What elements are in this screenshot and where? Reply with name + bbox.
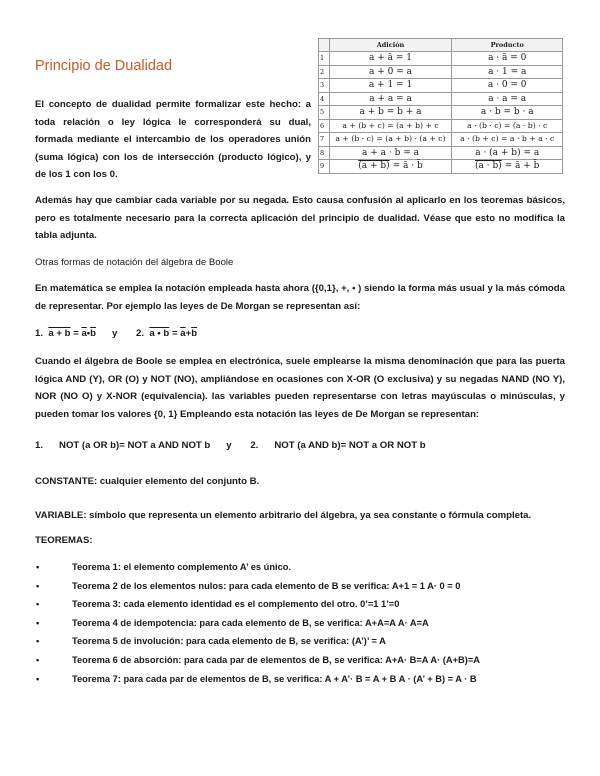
equals: = xyxy=(171,328,178,339)
product-cell: a · b = b · a xyxy=(452,106,563,120)
teoremas-list xyxy=(36,558,576,688)
not-laws xyxy=(35,437,426,455)
table-row xyxy=(319,133,563,147)
de-morgan-laws xyxy=(35,325,197,343)
row-number: 8 xyxy=(319,146,330,160)
intro-line: El concepto de dualidad permite formalizar este hecho: a xyxy=(35,99,311,110)
table-row xyxy=(319,65,563,79)
section-title: Principio de Dualidad xyxy=(35,58,173,74)
equals: = xyxy=(73,328,79,339)
negated-var: b̄ xyxy=(533,161,540,172)
intro-paragraph xyxy=(35,96,311,184)
duality-table xyxy=(318,38,563,174)
electronics-paragraph: Cuando el álgebra de Boole se emplea en electrónica, suele emplearse la misma denominación que para las puerta lógica AND (Y), OR (O) y NOT (NO), ampliándose en ocasiones con X-OR (O exclusiva) y su negadas NAND (NO Y), NOR (NO O) y X-NOR (equivalencia). las variables pueden representarse con letras mayúsculas o minúsculas, y pueden tomar los valores {0, 1} Empleando esta notación las leyes de De Morgan se representan: xyxy=(35,356,565,420)
list-item: • Teorema 7: para cada par de elementos de B, se verifica: A + A’· B = A + B A · (A’ + B) = A · B xyxy=(36,670,576,689)
addition-cell: a + a = a xyxy=(329,92,452,106)
constante-definition: CONSTANTE: cualquier elemento del conjunto B. xyxy=(35,476,260,487)
negated-group: (a · b) xyxy=(475,161,502,172)
negated-var: ā xyxy=(515,161,521,172)
row-number: 1 xyxy=(319,52,330,66)
list-item: • Teorema 5 de involución: para cada elemento de B, se verifica: (A’)’ = A xyxy=(36,632,576,651)
table-row xyxy=(319,106,563,120)
addition-cell: a + 0 = a xyxy=(329,65,452,79)
table-corner xyxy=(319,39,330,52)
row-number: 7 xyxy=(319,133,330,147)
product-cell: a · (b + c) = a · b + a · c xyxy=(452,133,563,147)
addition-cell: a + (b · c) = (a + b) · (a + c) xyxy=(329,133,452,147)
product-cell: a · (b · c) = (a · b) · c xyxy=(452,119,563,133)
row-number: 4 xyxy=(319,92,330,106)
list-item: • Teorema 3: cada elemento identidad es el complemento del otro. 0’=1 1’=0 xyxy=(36,595,576,614)
law-number: 1. xyxy=(35,440,44,451)
product-cell: a · 1 = a xyxy=(452,65,563,79)
law-number: 2. xyxy=(136,328,145,339)
table-row xyxy=(319,119,563,133)
header-producto: Producto xyxy=(452,39,563,52)
law-separator: y xyxy=(112,328,118,339)
change-variable-paragraph: Además hay que cambiar cada variable por su negada. Esto causa confusión al aplicarlo en los teoremas básicos, pero es totalmente necesario para la correcta aplicación del principio de dualidad. Véase que esto no modifica la tabla adjunta. xyxy=(35,195,565,242)
product-cell: a · (a + b) = a xyxy=(452,146,563,160)
list-item: • Teorema 4 de idempotencia: para cada elemento de B, se verifica: A+A=A A· A=A xyxy=(36,614,576,633)
law2-op: + xyxy=(185,328,192,339)
list-item: • Teorema 1: el elemento complemento A’ es único. xyxy=(36,558,576,577)
intro-line: (suma lógica) con los de intersección (producto lógico), y xyxy=(35,151,311,163)
table-row xyxy=(319,79,563,93)
table-row xyxy=(319,160,563,174)
negated-group: (a + b) xyxy=(358,161,390,172)
law1-lhs: a + b xyxy=(48,328,71,339)
not-law-1: NOT (a OR b)= NOT a AND NOT b xyxy=(59,440,211,451)
not-law-2: NOT (a AND b)= NOT a OR NOT b xyxy=(274,440,426,451)
row-number: 2 xyxy=(319,65,330,79)
subheading-notation: Otras formas de notación del álgebra de Boole xyxy=(35,257,234,268)
law1-op: • xyxy=(86,328,91,339)
header-adicion: Adición xyxy=(329,39,452,52)
law2-rhs-b: $\overline{b}$ xyxy=(191,328,198,339)
law2-lhs: a • b xyxy=(149,328,170,339)
law1-rhs-a: $\overline{a}$ xyxy=(81,328,87,339)
equals-sign: = xyxy=(501,161,516,172)
addition-cell xyxy=(329,160,452,174)
addition-cell: a + a · b = a xyxy=(329,146,452,160)
product-cell: a · 0 = 0 xyxy=(452,79,563,93)
law1-rhs-b: $\overline{b}$ xyxy=(90,328,97,339)
addition-cell: a + ā = 1 xyxy=(329,52,452,66)
list-item: • Teorema 6 de absorción: para cada par de elementos de B, se verifica: A+A· B=A A· (A+B)=A xyxy=(36,651,576,670)
variable-definition: VARIABLE: símbolo que representa un elemento arbitrario del álgebra, ya sea constante o fórmula completa. xyxy=(35,510,532,521)
table-row xyxy=(319,92,563,106)
table-row xyxy=(319,52,563,66)
row-number: 6 xyxy=(319,119,330,133)
addition-cell: a + 1 = 1 xyxy=(329,79,452,93)
law-number: 1. xyxy=(35,328,44,339)
intro-line: de los 1 con los 0. xyxy=(35,169,118,181)
product-cell xyxy=(452,160,563,174)
row-number: 3 xyxy=(319,79,330,93)
list-item: • Teorema 2 de los elementos nulos: para cada elemento de B se verifica: A+1 = 1 A· 0 = 0 xyxy=(36,577,576,596)
table-row xyxy=(319,146,563,160)
addition-cell: a + b = b + a xyxy=(329,106,452,120)
law2-rhs-a: $\overline{a}$ xyxy=(180,328,186,339)
product-cell: a · ā = 0 xyxy=(452,52,563,66)
operator: · xyxy=(408,161,417,172)
math-notation-paragraph: En matemática se emplea la notación empleada hasta ahora ({0,1}, +, • ) siendo la forma más usual y la más cómoda de representar. Por ejemplo las leyes de De Morgan se representan así: xyxy=(35,283,565,312)
row-number: 9 xyxy=(319,160,330,174)
table-header-row xyxy=(319,39,563,52)
operator: + xyxy=(520,161,534,172)
intro-line: formada mediante el intercambio de los operadores unión xyxy=(35,134,311,146)
intro-line: toda relación o ley lógica le corresponderá su dual, xyxy=(35,116,311,128)
addition-cell: a + (b + c) = (a + b) + c xyxy=(329,119,452,133)
negated-var: ā xyxy=(402,161,409,172)
law-number: 2. xyxy=(250,440,259,451)
law-separator: y xyxy=(226,440,232,451)
product-cell: a · a = a xyxy=(452,92,563,106)
teoremas-heading: TEOREMAS: xyxy=(35,535,93,546)
equals-sign: = xyxy=(389,161,403,172)
row-number: 5 xyxy=(319,106,330,120)
negated-var: b̄ xyxy=(416,161,423,172)
